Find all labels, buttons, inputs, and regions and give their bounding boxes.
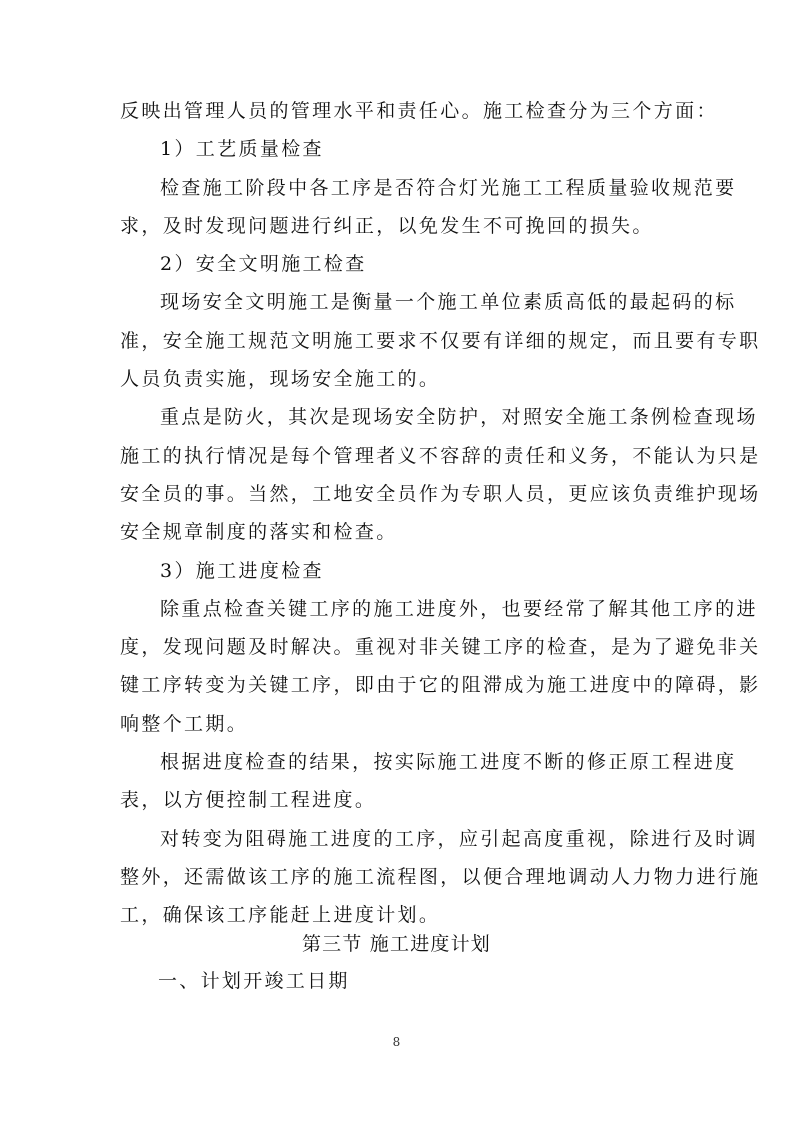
text-line: 根据进度检查的结果，按实际施工进度不断的修正原工程进度 bbox=[160, 751, 737, 774]
text-line: 现场安全文明施工是衡量一个施工单位素质高低的最起码的标 bbox=[160, 291, 737, 314]
subheading-safety-check: 2）安全文明施工检查 bbox=[160, 253, 367, 276]
text-line: 键工序转变为关键工序，即由于它的阻滞成为施工进度中的障碍，影 bbox=[120, 674, 761, 697]
page-number: 8 bbox=[392, 1035, 401, 1049]
text-line: 检查施工阶段中各工序是否符合灯光施工工程质量验收规范要 bbox=[160, 176, 737, 199]
text-line: 对转变为阻碍施工进度的工序，应引起高度重视，除进行及时调 bbox=[160, 827, 758, 850]
text-line: 安全员的事。当然，工地安全员作为专职人员，更应该负责维护现场 bbox=[120, 482, 761, 505]
text-line: 求，及时发现问题进行纠正，以免发生不可挽回的损失。 bbox=[120, 214, 654, 237]
text-line: 响整个工期。 bbox=[120, 712, 249, 735]
subsection-title: 一、计划开竣工日期 bbox=[158, 970, 350, 992]
text-line: 人员负责实施，现场安全施工的。 bbox=[120, 368, 441, 391]
text-line: 反映出管理人员的管理水平和责任心。施工检查分为三个方面： bbox=[120, 100, 718, 122]
text-line: 安全规章制度的落实和检查。 bbox=[120, 521, 398, 544]
text-line: 准，安全施工规范文明施工要求不仅要有详细的规定，而且要有专职 bbox=[120, 329, 761, 352]
text-line: 表，以方便控制工程进度。 bbox=[120, 789, 377, 812]
text-line: 整外，还需做该工序的施工流程图，以便合理地调动人力物力进行施 bbox=[120, 865, 761, 888]
text-line: 度，发现问题及时解决。重视对非关键工序的检查，是为了避免非关 bbox=[120, 636, 761, 659]
section-title: 第三节 施工进度计划 bbox=[301, 933, 492, 955]
document-body bbox=[120, 92, 761, 935]
text-line: 施工的执行情况是每个管理者义不容辞的责任和义务，不能认为只是 bbox=[120, 444, 761, 467]
text-line: 工，确保该工序能赶上进度计划。 bbox=[120, 904, 441, 927]
subheading-process-quality: 1）工艺质量检查 bbox=[160, 138, 324, 161]
text-line: 除重点检查关键工序的施工进度外，也要经常了解其他工序的进 bbox=[160, 597, 758, 620]
text-line: 重点是防火，其次是现场安全防护，对照安全施工条例检查现场 bbox=[160, 406, 758, 429]
subheading-progress-check: 3）施工进度检查 bbox=[160, 559, 324, 582]
